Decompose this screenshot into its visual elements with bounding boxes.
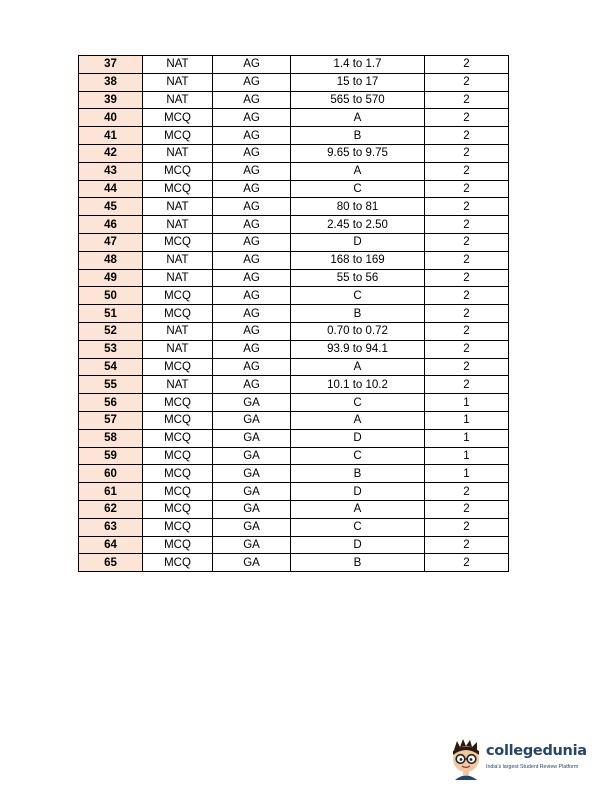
question-type-cell: NAT xyxy=(143,376,213,394)
marks-cell: 2 xyxy=(425,287,509,305)
marks-cell: 1 xyxy=(425,447,509,465)
answer-key-cell: D xyxy=(291,233,425,251)
question-type-cell: MCQ xyxy=(143,554,213,572)
answer-key-cell: 93.9 to 94.1 xyxy=(291,340,425,358)
mascot-face-icon xyxy=(448,738,484,780)
answer-key-cell: 80 to 81 xyxy=(291,198,425,216)
question-type-cell: NAT xyxy=(143,322,213,340)
section-cell: AG xyxy=(213,198,291,216)
question-type-cell: MCQ xyxy=(143,465,213,483)
question-type-cell: MCQ xyxy=(143,358,213,376)
question-number-cell: 51 xyxy=(79,305,143,323)
answer-key-cell: A xyxy=(291,109,425,127)
question-number-cell: 55 xyxy=(79,376,143,394)
question-type-cell: MCQ xyxy=(143,536,213,554)
logo-wordmark: collegedunia xyxy=(486,743,587,759)
table-row xyxy=(79,447,509,465)
question-type-cell: MCQ xyxy=(143,127,213,145)
question-type-cell: MCQ xyxy=(143,429,213,447)
table-row xyxy=(79,91,509,109)
marks-cell: 1 xyxy=(425,394,509,412)
section-cell: AG xyxy=(213,127,291,145)
section-cell: GA xyxy=(213,483,291,501)
table-row xyxy=(79,233,509,251)
marks-cell: 1 xyxy=(425,429,509,447)
question-type-cell: MCQ xyxy=(143,500,213,518)
table-row xyxy=(79,198,509,216)
question-type-cell: MCQ xyxy=(143,109,213,127)
section-cell: AG xyxy=(213,322,291,340)
answer-key-cell: B xyxy=(291,305,425,323)
marks-cell: 2 xyxy=(425,127,509,145)
section-cell: GA xyxy=(213,500,291,518)
answer-key-cell: 0.70 to 0.72 xyxy=(291,322,425,340)
collegedunia-logo xyxy=(448,738,598,780)
answer-key-cell: B xyxy=(291,465,425,483)
table-row xyxy=(79,500,509,518)
question-type-cell: MCQ xyxy=(143,305,213,323)
question-number-cell: 59 xyxy=(79,447,143,465)
question-number-cell: 62 xyxy=(79,500,143,518)
answer-key-cell: C xyxy=(291,287,425,305)
question-type-cell: MCQ xyxy=(143,394,213,412)
marks-cell: 2 xyxy=(425,322,509,340)
marks-cell: 1 xyxy=(425,411,509,429)
table-row xyxy=(79,465,509,483)
answer-key-cell: A xyxy=(291,358,425,376)
answer-key-cell: A xyxy=(291,411,425,429)
table-row xyxy=(79,358,509,376)
question-number-cell: 42 xyxy=(79,144,143,162)
answer-key-cell: 1.4 to 1.7 xyxy=(291,56,425,74)
answer-key-cell: D xyxy=(291,536,425,554)
question-number-cell: 53 xyxy=(79,340,143,358)
question-type-cell: NAT xyxy=(143,340,213,358)
marks-cell: 2 xyxy=(425,251,509,269)
marks-cell: 2 xyxy=(425,180,509,198)
question-type-cell: NAT xyxy=(143,198,213,216)
marks-cell: 2 xyxy=(425,376,509,394)
answer-key-cell: C xyxy=(291,518,425,536)
question-type-cell: NAT xyxy=(143,91,213,109)
answer-key-cell: C xyxy=(291,180,425,198)
table-row xyxy=(79,144,509,162)
table-row xyxy=(79,180,509,198)
section-cell: AG xyxy=(213,287,291,305)
question-number-cell: 63 xyxy=(79,518,143,536)
question-type-cell: NAT xyxy=(143,56,213,74)
question-number-cell: 50 xyxy=(79,287,143,305)
answer-key-cell: B xyxy=(291,127,425,145)
section-cell: AG xyxy=(213,251,291,269)
table-row xyxy=(79,216,509,234)
question-number-cell: 54 xyxy=(79,358,143,376)
logo-tagline: India's largest Student Review Platform xyxy=(486,764,579,770)
table-row xyxy=(79,376,509,394)
answer-key-cell: 9.65 to 9.75 xyxy=(291,144,425,162)
section-cell: AG xyxy=(213,162,291,180)
answer-key-cell: A xyxy=(291,500,425,518)
question-type-cell: NAT xyxy=(143,144,213,162)
question-number-cell: 37 xyxy=(79,56,143,74)
section-cell: AG xyxy=(213,144,291,162)
table-row xyxy=(79,109,509,127)
question-number-cell: 60 xyxy=(79,465,143,483)
table-row xyxy=(79,73,509,91)
section-cell: GA xyxy=(213,394,291,412)
question-number-cell: 46 xyxy=(79,216,143,234)
question-type-cell: NAT xyxy=(143,269,213,287)
marks-cell: 2 xyxy=(425,144,509,162)
section-cell: GA xyxy=(213,465,291,483)
table-row xyxy=(79,127,509,145)
section-cell: AG xyxy=(213,180,291,198)
question-number-cell: 44 xyxy=(79,180,143,198)
question-number-cell: 61 xyxy=(79,483,143,501)
section-cell: AG xyxy=(213,109,291,127)
marks-cell: 2 xyxy=(425,73,509,91)
marks-cell: 2 xyxy=(425,340,509,358)
marks-cell: 2 xyxy=(425,198,509,216)
question-number-cell: 56 xyxy=(79,394,143,412)
question-number-cell: 64 xyxy=(79,536,143,554)
marks-cell: 2 xyxy=(425,305,509,323)
answer-key-cell: 168 to 169 xyxy=(291,251,425,269)
question-number-cell: 52 xyxy=(79,322,143,340)
question-type-cell: MCQ xyxy=(143,483,213,501)
marks-cell: 2 xyxy=(425,518,509,536)
table-row xyxy=(79,269,509,287)
section-cell: AG xyxy=(213,233,291,251)
table-row xyxy=(79,518,509,536)
question-number-cell: 47 xyxy=(79,233,143,251)
section-cell: AG xyxy=(213,73,291,91)
table-row xyxy=(79,483,509,501)
table-row xyxy=(79,536,509,554)
section-cell: AG xyxy=(213,216,291,234)
answer-key-cell: C xyxy=(291,447,425,465)
marks-cell: 2 xyxy=(425,216,509,234)
question-type-cell: MCQ xyxy=(143,447,213,465)
table-row xyxy=(79,340,509,358)
marks-cell: 2 xyxy=(425,554,509,572)
section-cell: GA xyxy=(213,518,291,536)
question-type-cell: MCQ xyxy=(143,233,213,251)
question-type-cell: MCQ xyxy=(143,287,213,305)
question-type-cell: MCQ xyxy=(143,518,213,536)
answer-key-cell: 55 to 56 xyxy=(291,269,425,287)
answer-key-body xyxy=(79,56,509,572)
marks-cell: 2 xyxy=(425,233,509,251)
table-row xyxy=(79,251,509,269)
table-row xyxy=(79,322,509,340)
answer-key-cell: 15 to 17 xyxy=(291,73,425,91)
marks-cell: 2 xyxy=(425,91,509,109)
answer-key-table xyxy=(78,55,509,572)
table-row xyxy=(79,394,509,412)
question-number-cell: 43 xyxy=(79,162,143,180)
section-cell: GA xyxy=(213,429,291,447)
answer-key-cell: C xyxy=(291,394,425,412)
section-cell: AG xyxy=(213,358,291,376)
answer-key-cell: 10.1 to 10.2 xyxy=(291,376,425,394)
question-number-cell: 48 xyxy=(79,251,143,269)
question-number-cell: 65 xyxy=(79,554,143,572)
question-type-cell: NAT xyxy=(143,216,213,234)
question-number-cell: 49 xyxy=(79,269,143,287)
answer-key-cell: A xyxy=(291,162,425,180)
answer-key-cell: 565 to 570 xyxy=(291,91,425,109)
marks-cell: 2 xyxy=(425,500,509,518)
section-cell: GA xyxy=(213,411,291,429)
marks-cell: 1 xyxy=(425,465,509,483)
question-number-cell: 41 xyxy=(79,127,143,145)
section-cell: AG xyxy=(213,340,291,358)
answer-key-cell: 2.45 to 2.50 xyxy=(291,216,425,234)
section-cell: AG xyxy=(213,376,291,394)
question-number-cell: 38 xyxy=(79,73,143,91)
question-number-cell: 45 xyxy=(79,198,143,216)
answer-key-cell: D xyxy=(291,429,425,447)
section-cell: AG xyxy=(213,91,291,109)
section-cell: AG xyxy=(213,305,291,323)
question-number-cell: 40 xyxy=(79,109,143,127)
question-number-cell: 57 xyxy=(79,411,143,429)
table-row xyxy=(79,56,509,74)
marks-cell: 2 xyxy=(425,162,509,180)
answer-key-cell: D xyxy=(291,483,425,501)
section-cell: AG xyxy=(213,269,291,287)
marks-cell: 2 xyxy=(425,358,509,376)
table-row xyxy=(79,305,509,323)
marks-cell: 2 xyxy=(425,536,509,554)
table-row xyxy=(79,287,509,305)
marks-cell: 2 xyxy=(425,109,509,127)
question-number-cell: 58 xyxy=(79,429,143,447)
question-type-cell: NAT xyxy=(143,73,213,91)
table-row xyxy=(79,411,509,429)
question-type-cell: MCQ xyxy=(143,411,213,429)
marks-cell: 2 xyxy=(425,483,509,501)
question-type-cell: MCQ xyxy=(143,162,213,180)
section-cell: GA xyxy=(213,447,291,465)
section-cell: GA xyxy=(213,536,291,554)
question-number-cell: 39 xyxy=(79,91,143,109)
table-row xyxy=(79,429,509,447)
table-row xyxy=(79,554,509,572)
section-cell: GA xyxy=(213,554,291,572)
marks-cell: 2 xyxy=(425,56,509,74)
answer-key-cell: B xyxy=(291,554,425,572)
section-cell: AG xyxy=(213,56,291,74)
table-row xyxy=(79,162,509,180)
marks-cell: 2 xyxy=(425,269,509,287)
question-type-cell: MCQ xyxy=(143,180,213,198)
question-type-cell: NAT xyxy=(143,251,213,269)
